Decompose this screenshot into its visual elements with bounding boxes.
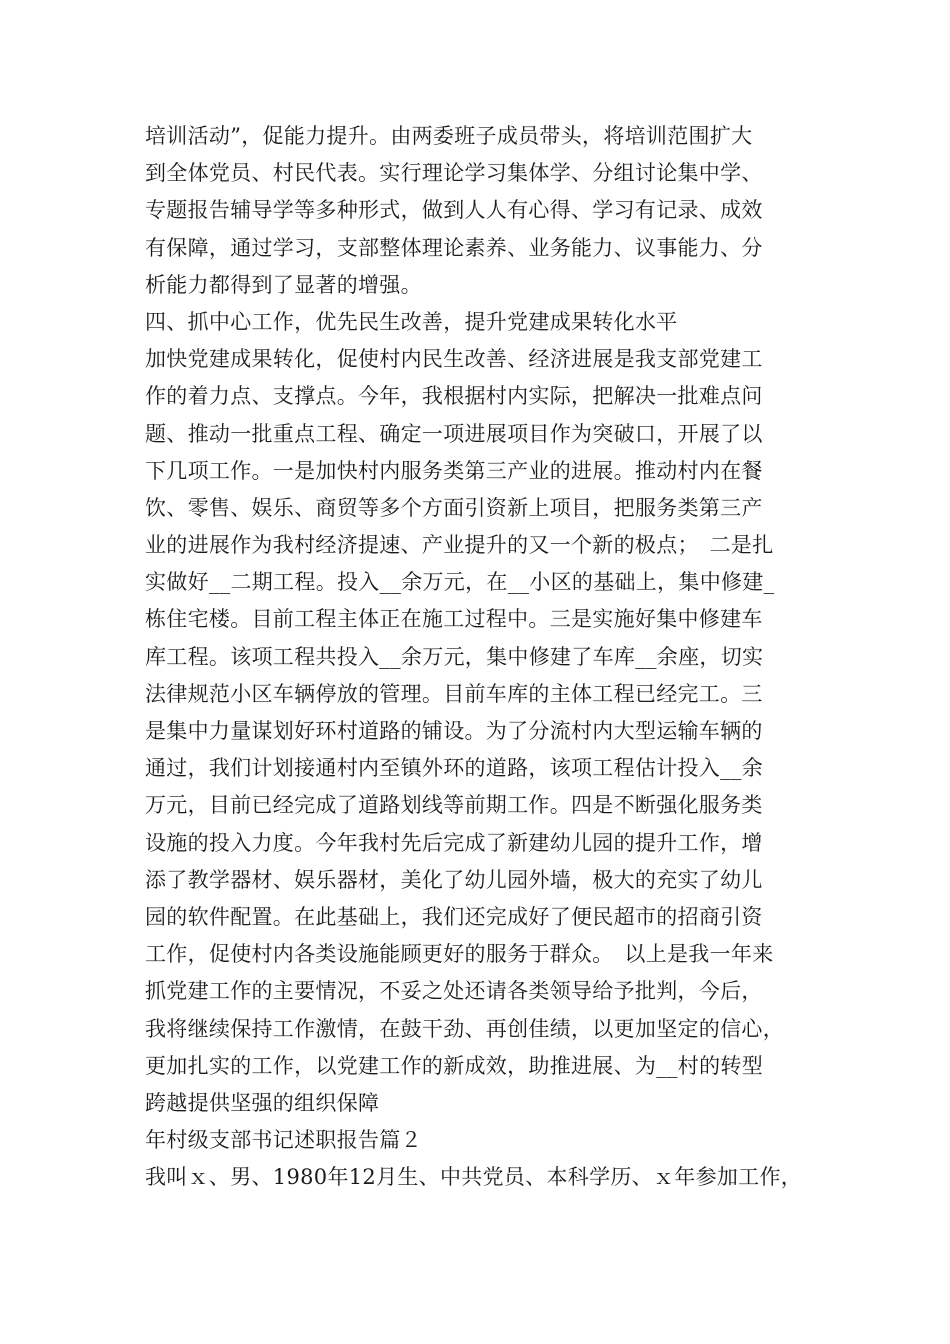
text-line: 析能力都得到了显著的增强。 [145, 272, 422, 297]
text-line: 作的着力点、支撑点。今年，我根据村内实际，把解决一批难点问 [145, 384, 763, 409]
text-line: 加快党建成果转化，促使村内民生改善、经济进展是我支部党建工 [145, 347, 763, 372]
text-line: 实做好__二期工程。投入__余万元，在__小区的基础上，集中修建_ [145, 570, 775, 595]
text-line: 是集中力量谋划好环村道路的铺设。为了分流村内大型运输车辆的 [145, 719, 763, 743]
text-line: 工作，促使村内各类设施能顾更好的服务于群众。 以上是我一年来 [145, 942, 774, 967]
text-line: 万元，目前已经完成了道路划线等前期工作。四是不断强化服务类 [145, 793, 763, 818]
text-line: 题、推动一批重点工程、确定一项进展项目作为突破口，开展了以 [145, 421, 763, 446]
text-line: 到全体党员、村民代表。实行理论学习集体学、分组讨论集中学、 [145, 161, 763, 186]
text-line: 库工程。该项工程共投入__余万元，集中修建了车库__余座，切实 [145, 644, 764, 669]
report-title: 年村级支部书记述职报告篇２ [145, 1128, 422, 1153]
text-line: 培训活动”，促能力提升。由两委班子成员带头，将培训范围扩大 [145, 124, 753, 148]
text-line: 设施的投入力度。今年我村先后完成了新建幼儿园的提升工作，增 [145, 830, 763, 855]
text-line: 添了教学器材、娱乐器材，美化了幼儿园外墙，极大的充实了幼儿 [145, 867, 763, 892]
text-line: 我叫ｘ、男、1980年12月生、中共党员、本科学历、ｘ年参加工作， [145, 1165, 803, 1190]
text-line: 我将继续保持工作激情，在鼓干劲、再创佳绩，以更加坚定的信心， [145, 1016, 784, 1041]
text-line: 栋住宅楼。目前工程主体正在施工过程中。三是实施好集中修建车 [145, 607, 763, 632]
text-line: 园的软件配置。在此基础上，我们还完成好了便民超市的招商引资 [145, 904, 763, 929]
text-line: 下几项工作。一是加快村内服务类第三产业的进展。推动村内在餐 [145, 458, 763, 483]
section-heading: 四、抓中心工作，优先民生改善，提升党建成果转化水平 [145, 309, 678, 334]
text-line: 专题报告辅导学等多种形式，做到人人有心得、学习有记录、成效 [145, 198, 763, 223]
text-line: 跨越提供坚强的组织保障 [145, 1090, 380, 1115]
text-line: 法律规范小区车辆停放的管理。目前车库的主体工程已经完工。三 [145, 681, 763, 706]
text-line: 业的进展作为我村经济提速、产业提升的又一个新的极点； 二是扎 [145, 533, 774, 558]
text-line: 有保障，通过学习，支部整体理论素养、业务能力、议事能力、分 [145, 235, 763, 260]
text-line: 更加扎实的工作，以党建工作的新成效，助推进展、为__村的转型 [145, 1053, 763, 1078]
text-line: 通过，我们计划接通村内至镇外环的道路，该项工程估计投入__余 [145, 756, 763, 781]
text-line: 抓党建工作的主要情况，不妥之处还请各类领导给予批判，今后， [145, 979, 763, 1004]
text-line: 饮、零售、娱乐、商贸等多个方面引资新上项目，把服务类第三产 [145, 495, 763, 520]
document-body [145, 118, 815, 1196]
